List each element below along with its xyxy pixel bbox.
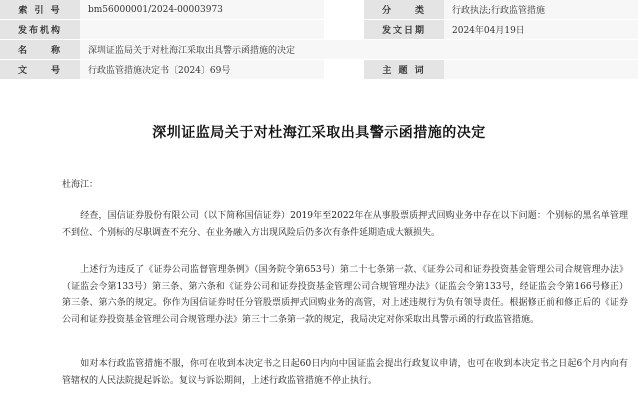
issue-date-value: 2024年04月19日	[444, 20, 638, 40]
meta-row-name	[0, 40, 638, 60]
keywords-label: 主 题 词	[364, 60, 444, 80]
document-number-value: 行政监管措施决定书〔2024〕69号	[80, 60, 324, 80]
meta-row-number	[0, 60, 638, 80]
category-label: 分 类	[364, 0, 444, 20]
issue-date-label: 发文日期	[364, 20, 444, 40]
document-name-value: 深圳证监局关于对杜海江采取出具警示函措施的决定	[80, 40, 638, 60]
meta-row-publisher	[0, 20, 638, 40]
paragraph-appeal	[62, 356, 628, 389]
meta-gap	[324, 0, 364, 20]
meta-row-index	[0, 0, 638, 20]
meta-gap	[324, 60, 364, 80]
publisher-value	[80, 20, 324, 40]
index-number-value: bm56000001/2024-00003973	[80, 0, 324, 20]
category-value: 行政执法;行政监管措施	[444, 0, 638, 20]
paragraph-violations	[62, 262, 628, 328]
publisher-label: 发布机构	[0, 20, 80, 40]
document-title: 深圳证监局关于对杜海江采取出具警示函措施的决定	[152, 125, 486, 141]
paragraph-text: 经查，国信证券股份有限公司（以下简称国信证券）2019年至2022年在从事股票质押式回购业务中存在以下问题：个别标的黑名单管理不到位、个别标的尽职调查不充分、在业务融入方出现风险后仍多次有条件延期造成大额损失。	[62, 211, 628, 238]
document-metadata-table	[0, 0, 638, 80]
meta-gap	[324, 20, 364, 40]
paragraph-text: 如对本行政监管措施不服，你可在收到本决定书之日起60日内向中国证监会提出行政复议申请，也可在收到本决定书之日起6个月内向有管辖权的人民法院提起诉讼。复议与诉讼期间，上述行政监管措施不停止执行。	[62, 359, 628, 386]
paragraph-findings	[62, 208, 628, 241]
document-name-label: 名 称	[0, 40, 80, 60]
salutation: 杜海江：	[62, 180, 99, 190]
index-number-label: 索 引 号	[0, 0, 80, 20]
paragraph-text: 上述行为违反了《证券公司监督管理条例》（国务院令第653号）第二十七条第一款、《证券公司和证券投资基金管理公司合规管理办法》（证监会令第133号）第三条、第六条和《证券公司和证券投资基金管理公司合规管理办法》（证监会令第133号，经证监会令第166号修正）第三条、第六条的规定。你作为国信证券时任分管股票质押式回购业务的高管，对上述违规行为负有领导责任。根据修正前和修正后的《证券公司和证券投资基金管理公司合规管理办法》第三十二条第一款的规定，我局决定对你采取出具警示函的行政监管措施。	[62, 265, 628, 325]
keywords-value	[444, 60, 638, 80]
document-number-label: 文 号	[0, 60, 80, 80]
